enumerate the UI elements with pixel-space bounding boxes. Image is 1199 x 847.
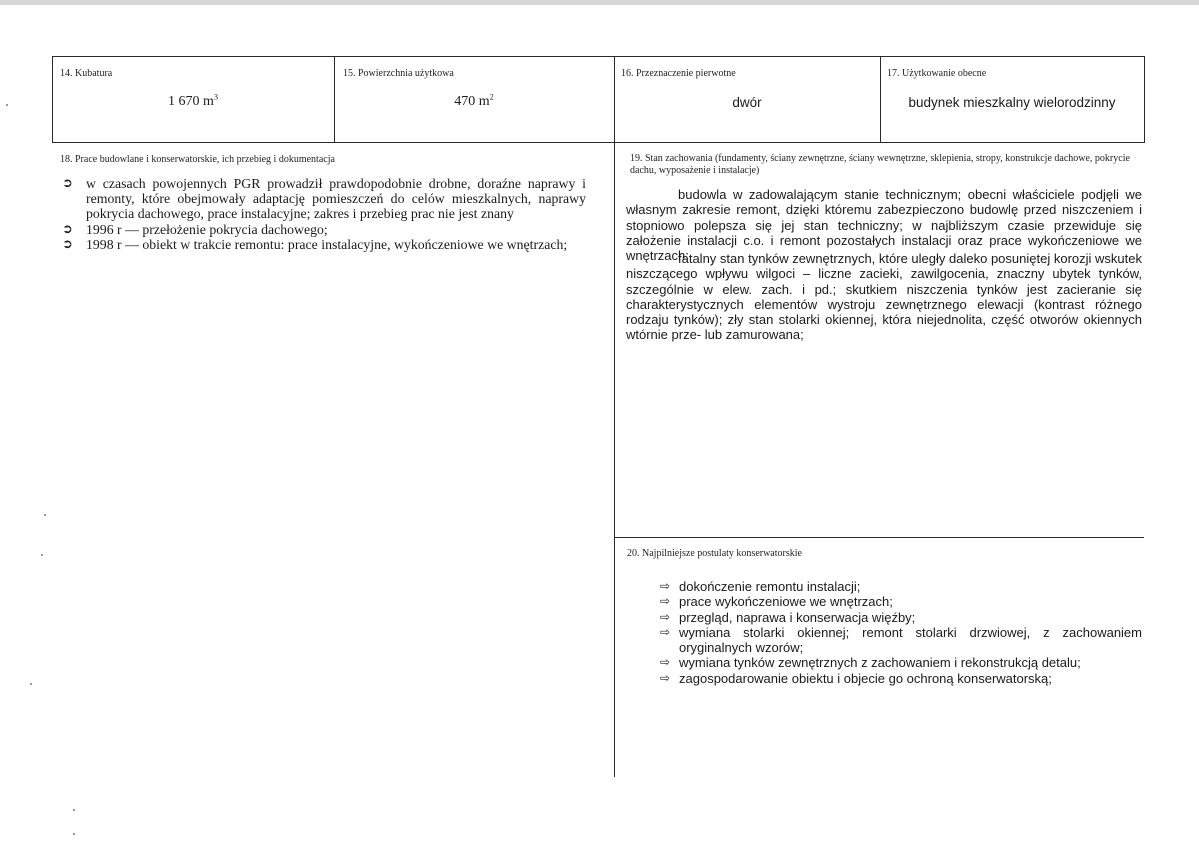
list-item-text: przegląd, naprawa i konserwacja więźby; — [679, 609, 916, 625]
arrow-circle-icon: ➲ — [62, 221, 73, 237]
list-item-text: 1998 r — obiekt w trakcie remontu: prace instalacyjne, wykończeniowe we wnętrzach; — [86, 236, 568, 252]
scan-speck — [73, 809, 75, 811]
list-item-text: 1996 r — przełożenie pokrycia dachowego; — [86, 221, 328, 237]
scan-speck — [30, 683, 32, 685]
list-item — [660, 594, 1142, 609]
list-item-text: dokończenie remontu instalacji; — [679, 579, 861, 594]
scan-speck — [6, 104, 8, 106]
field15-label: 15. Powierzchnia użytkowa — [343, 68, 454, 79]
table-top-border — [52, 56, 1144, 57]
list-item-text: wymiana stolarki okiennej; remont stolarki drzwiowej, z zachowaniem oryginalnych wzorów; — [679, 624, 1142, 656]
field14-unit-exponent: 3 — [213, 92, 218, 102]
list-item — [660, 579, 1142, 594]
outline-arrow-icon: ⇨ — [660, 579, 671, 593]
scan-speck — [44, 514, 46, 516]
list-item — [660, 610, 1142, 625]
field19-label: 19. Stan zachowania (fundamenty, ściany zewnętrzne, ściany wewnętrzne, sklepienia, stropy, konstrukcje dachowe, pokrycie dachu, wyposażenie i instalacje) — [630, 153, 1130, 176]
list-item — [660, 655, 1142, 670]
table-right-border — [1144, 56, 1145, 143]
field15-value-text: 470 m — [454, 94, 490, 109]
list-item — [60, 222, 586, 237]
row-divider-field20 — [614, 537, 1144, 538]
field17-label: 17. Użytkowanie obecne — [887, 68, 987, 79]
scan-speck — [41, 554, 43, 556]
scan-top-edge — [0, 0, 1199, 5]
field19-paragraph-1: budowla w zadowalającym stanie technicznym; obecni właściciele podjęli we własnym zakresie remont, dzięki któremu zabezpieczono budowlę przed niszczeniem i stopniowo polepsza się jej stan techniczny; w najbliższym czasie przewiduje się założenie instalacji c.o. i remont pozostałych instalacji oraz prace wykończeniowe we wnętrzach; — [626, 187, 1142, 264]
field14-label: 14. Kubatura — [60, 68, 113, 79]
outline-arrow-icon: ⇨ — [660, 655, 671, 670]
list-item — [660, 671, 1142, 686]
field17-value: budynek mieszkalny wielorodzinny — [908, 95, 1116, 110]
field20-label: 20. Najpilniejsze postulaty konserwatorskie — [627, 548, 802, 559]
outline-arrow-icon: ⇨ — [660, 624, 671, 639]
field15-unit-exponent: 2 — [489, 92, 494, 102]
list-item — [60, 237, 586, 252]
list-item-text: w czasach powojennych PGR prowadził prawdopodobnie drobne, doraźne naprawy i remonty, które obejmowały adaptację pomieszczeń do celów mieszkalnych, naprawy pokrycia dachowego, prace instalacyjne; zakres i przebieg prac nie jest znany — [86, 176, 586, 222]
outline-arrow-icon: ⇨ — [660, 670, 671, 685]
outline-arrow-icon: ⇨ — [660, 594, 671, 609]
field18-list — [60, 176, 586, 252]
field14-value-text: 1 670 m — [168, 94, 214, 109]
list-item-text: prace wykończeniowe we wnętrzach; — [679, 594, 893, 610]
outline-arrow-icon: ⇨ — [660, 609, 671, 624]
list-item — [60, 176, 586, 222]
field16-label: 16. Przeznaczenie pierwotne — [621, 68, 736, 79]
col-divider-main — [614, 56, 615, 777]
list-item-text: wymiana tynków zewnętrznych z zachowaniem i rekonstrukcją detalu; — [679, 655, 1081, 671]
field14-value — [52, 94, 334, 110]
row-divider-top — [52, 142, 1144, 143]
arrow-circle-icon: ➲ — [62, 176, 73, 191]
list-item-text: zagospodarowanie obiektu i objecie go ochroną konserwatorską; — [679, 670, 1052, 686]
field15-value — [334, 94, 614, 110]
scan-speck — [73, 833, 75, 835]
field20-list — [660, 579, 1142, 686]
list-item — [660, 625, 1142, 656]
field18-label: 18. Prace budowlane i konserwatorskie, ich przebieg i dokumentacja — [60, 154, 335, 165]
field19-paragraph-2: fatalny stan tynków zewnętrznych, które uległy daleko posuniętej korozji wskutek niszczącego wpływu wilgoci – liczne zacieki, zawilgocenia, znaczny ubytek tynków, szczególnie w elew. zach. i pd.; skutkiem niszczenia tynków jest zacieranie się charakterystycznych elementów wystroju zewnętrznego elewacji (kontrast różnego rodzaju tynków); zły stan stolarki okiennej, która niejednolita, część otworów okiennych wtórnie prze- lub zamurowana; — [626, 251, 1142, 343]
arrow-circle-icon: ➲ — [62, 236, 73, 252]
field16-value: dwór — [732, 95, 762, 110]
